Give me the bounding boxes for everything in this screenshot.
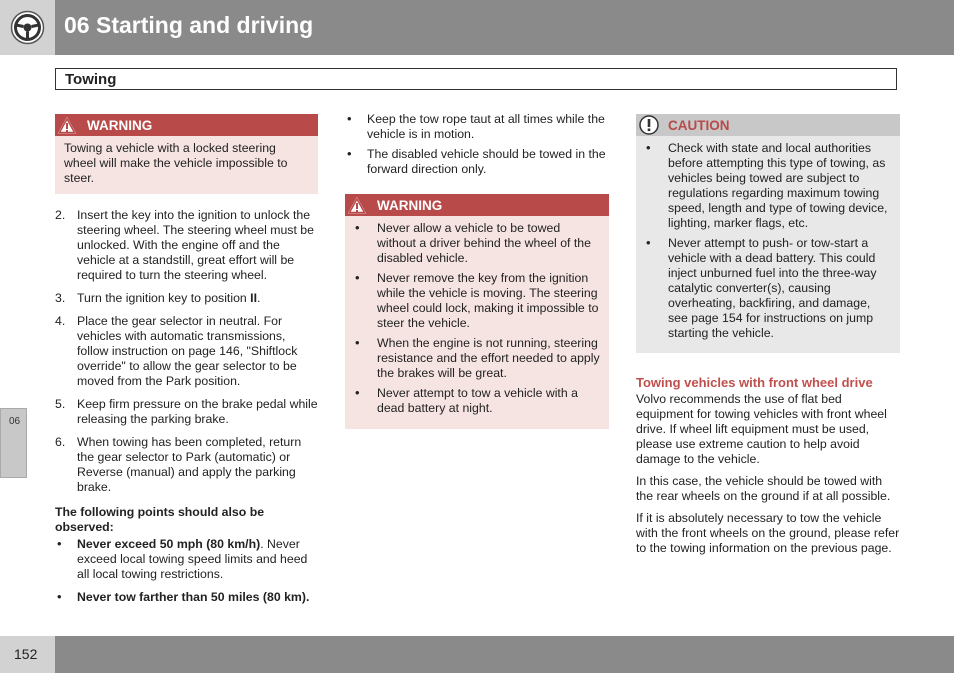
paragraph: If it is absolutely necessary to tow the vehicle with the front wheels on the ground, please refer to the towing information on the previous page. — [636, 511, 900, 555]
warning-body — [55, 136, 318, 194]
volvo-steering-wheel-icon — [10, 10, 45, 45]
list-item: 3. Turn the ignition key to position II. — [55, 291, 261, 305]
warning-header — [55, 114, 318, 136]
list-item: • Never attempt to tow a vehicle with a dead battery at night. — [354, 386, 600, 416]
points-list — [55, 537, 318, 605]
paragraph: Volvo recommends the use of flat bed equipment for towing vehicles with front wheel drive. If wheel lift equipment must be used, please use extreme caution to help avoid damage to the vehicle. — [636, 392, 887, 466]
section-bar — [55, 68, 897, 90]
logo-box — [0, 0, 55, 55]
page-number: 152 — [14, 646, 38, 662]
exclamation-circle-icon — [636, 114, 662, 136]
chapter-side-tab[interactable] — [0, 408, 27, 478]
tow-rope-list — [345, 112, 609, 177]
warning-triangle-icon — [55, 114, 79, 136]
list-item: 4. Place the gear selector in neutral. For vehicles with automatic transmissions, follow instruction on page 146, "Shiftlock override" to allow the gear selector to be moved from the Park position. — [55, 314, 298, 388]
section-title: Towing — [65, 71, 117, 88]
chapter-title: 06 Starting and driving — [64, 12, 314, 38]
list-item: • Never remove the key from the ignition while the vehicle is moving. The steering wheel could lock, making it impossible to steer the vehicle. — [354, 271, 600, 331]
footer-bar — [55, 636, 954, 673]
caution-body — [636, 136, 900, 353]
section-heading: Towing vehicles with front wheel drive — [636, 375, 873, 390]
column-1 — [55, 114, 318, 610]
list-item: • Keep the tow rope taut at all times while the vehicle is in motion. — [345, 112, 609, 142]
chapter-header — [0, 0, 954, 55]
column-2 — [345, 112, 609, 429]
list-item: • Never exceed 50 mph (80 km/h). Never exceed local towing speed limits and heed all local towing restrictions. — [55, 537, 318, 582]
caution-list — [645, 141, 891, 341]
list-item: 5. Keep firm pressure on the brake pedal while releasing the parking brake. — [55, 397, 318, 426]
list-item: • Never attempt to push- or tow-start a vehicle with a dead battery. This could inject unburned fuel into the three-way catalytic converter(s), causing overheating, backfiring, and damage, see page 154 for instructions on jump starting the vehicle. — [645, 236, 891, 341]
list-item: 2. Insert the key into the ignition to unlock the steering wheel. The steering wheel must be unlocked. With the engine off and the vehicle at a standstill, great effort will be required to turn the steering wheel. — [55, 208, 314, 282]
caution-label: CAUTION — [668, 118, 730, 133]
list-item: 6. When towing has been completed, return the gear selector to Park (automatic) or Reverse (manual) and apply the parking brake. — [55, 435, 302, 494]
points-heading: The following points should also be observed: — [55, 505, 265, 534]
page-number-box — [0, 636, 55, 673]
warning-body — [345, 216, 609, 429]
warning-box-2 — [345, 194, 609, 429]
warning-label: WARNING — [87, 118, 153, 133]
side-tab-label: 06 — [9, 416, 21, 427]
caution-header — [636, 114, 900, 136]
warning-triangle-icon — [345, 194, 369, 216]
warning-list — [354, 221, 600, 416]
towing-steps — [55, 208, 318, 495]
list-item: • Never tow farther than 50 miles (80 km). — [55, 590, 318, 605]
list-item: • When the engine is not running, steering resistance and the effort needed to apply the brakes will be great. — [354, 336, 600, 381]
warning-label: WARNING — [377, 198, 443, 213]
paragraph: In this case, the vehicle should be towed with the rear wheels on the ground if at all possible. — [636, 474, 891, 503]
column-3 — [636, 114, 900, 563]
list-item: • Never allow a vehicle to be towed without a driver behind the wheel of the disabled vehicle. — [354, 221, 600, 266]
warning-header — [345, 194, 609, 216]
list-item: • Check with state and local authorities before attempting this type of towing, as vehicles being towed are subject to regulations regarding maximum towing speed, length and type of towing device, lighting, marker flags, etc. — [645, 141, 891, 231]
warning-text: Towing a vehicle with a locked steering wheel will make the vehicle impossible to steer. — [64, 141, 288, 185]
list-item: • The disabled vehicle should be towed in the forward direction only. — [345, 147, 609, 177]
